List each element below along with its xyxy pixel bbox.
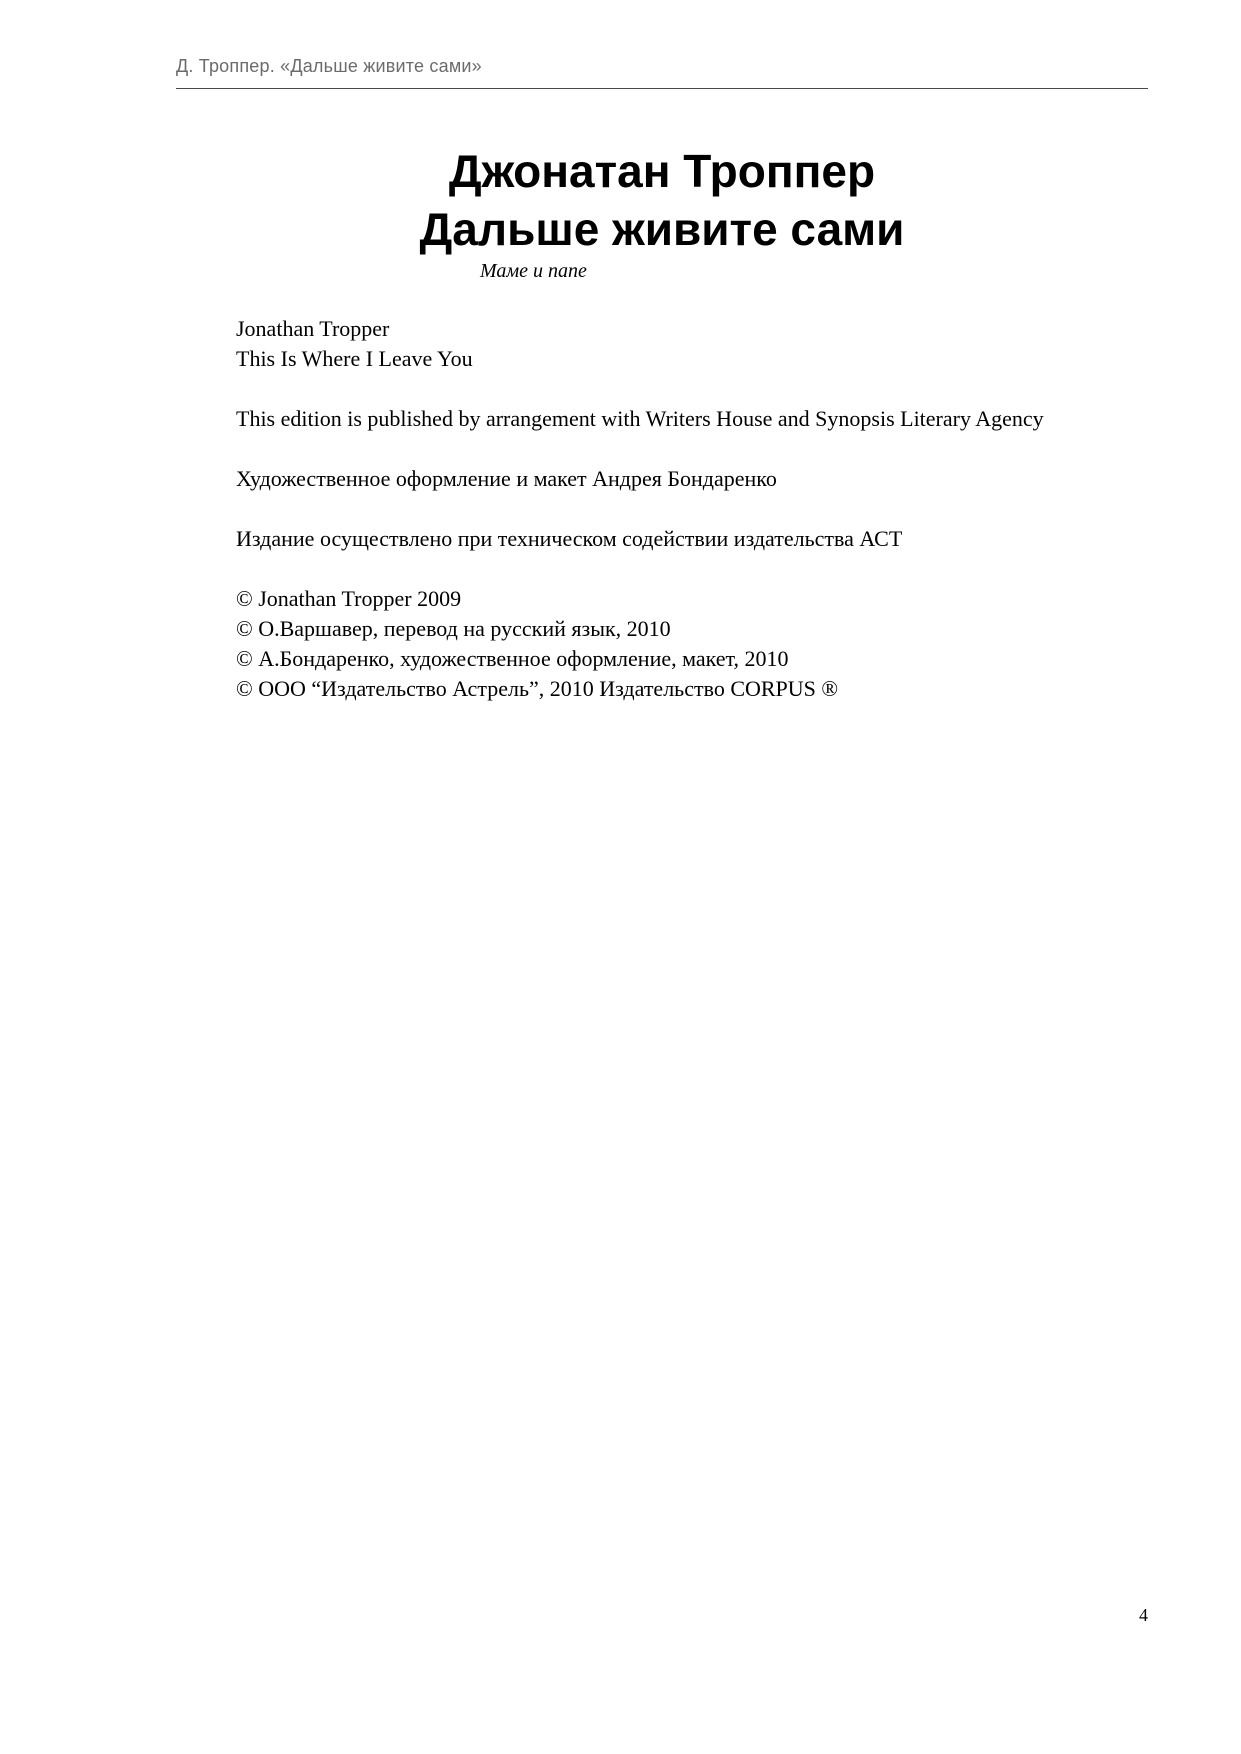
copyright-block bbox=[236, 584, 1156, 704]
design-credit-text: Художественное оформление и макет Андрея Бондаренко bbox=[236, 466, 777, 491]
original-author: Jonathan Tropper bbox=[236, 316, 390, 341]
page-number: 4 bbox=[1139, 1605, 1148, 1625]
publishing-note-text: Издание осуществлено при техническом содействии издательства АСТ bbox=[236, 526, 903, 551]
header-divider bbox=[176, 88, 1148, 89]
arrangement-note bbox=[236, 404, 1156, 434]
book-title: Дальше живите сами bbox=[419, 203, 905, 255]
design-credit bbox=[236, 464, 1156, 494]
copyright-line: © Jonathan Tropper 2009 bbox=[236, 586, 462, 611]
copyright-line: © О.Варшавер, перевод на русский язык, 2010 bbox=[236, 616, 671, 641]
publishing-note bbox=[236, 524, 1156, 554]
author-title: Джонатан Троппер bbox=[448, 145, 876, 197]
original-title: This Is Where I Leave You bbox=[236, 346, 473, 371]
title-block bbox=[176, 142, 1148, 258]
copyright-line: © ООО “Издательство Астрель”, 2010 Издательство CORPUS ® bbox=[236, 676, 839, 701]
copyright-line: © А.Бондаренко, художественное оформление, макет, 2010 bbox=[236, 646, 789, 671]
arrangement-text: This edition is published by arrangement with Writers House and Synopsis Literary Agency bbox=[236, 406, 1044, 431]
dedication: Маме и папе bbox=[480, 260, 587, 282]
original-edition-info bbox=[236, 314, 1156, 374]
running-header: Д. Троппер. «Дальше живите сами» bbox=[176, 56, 482, 76]
